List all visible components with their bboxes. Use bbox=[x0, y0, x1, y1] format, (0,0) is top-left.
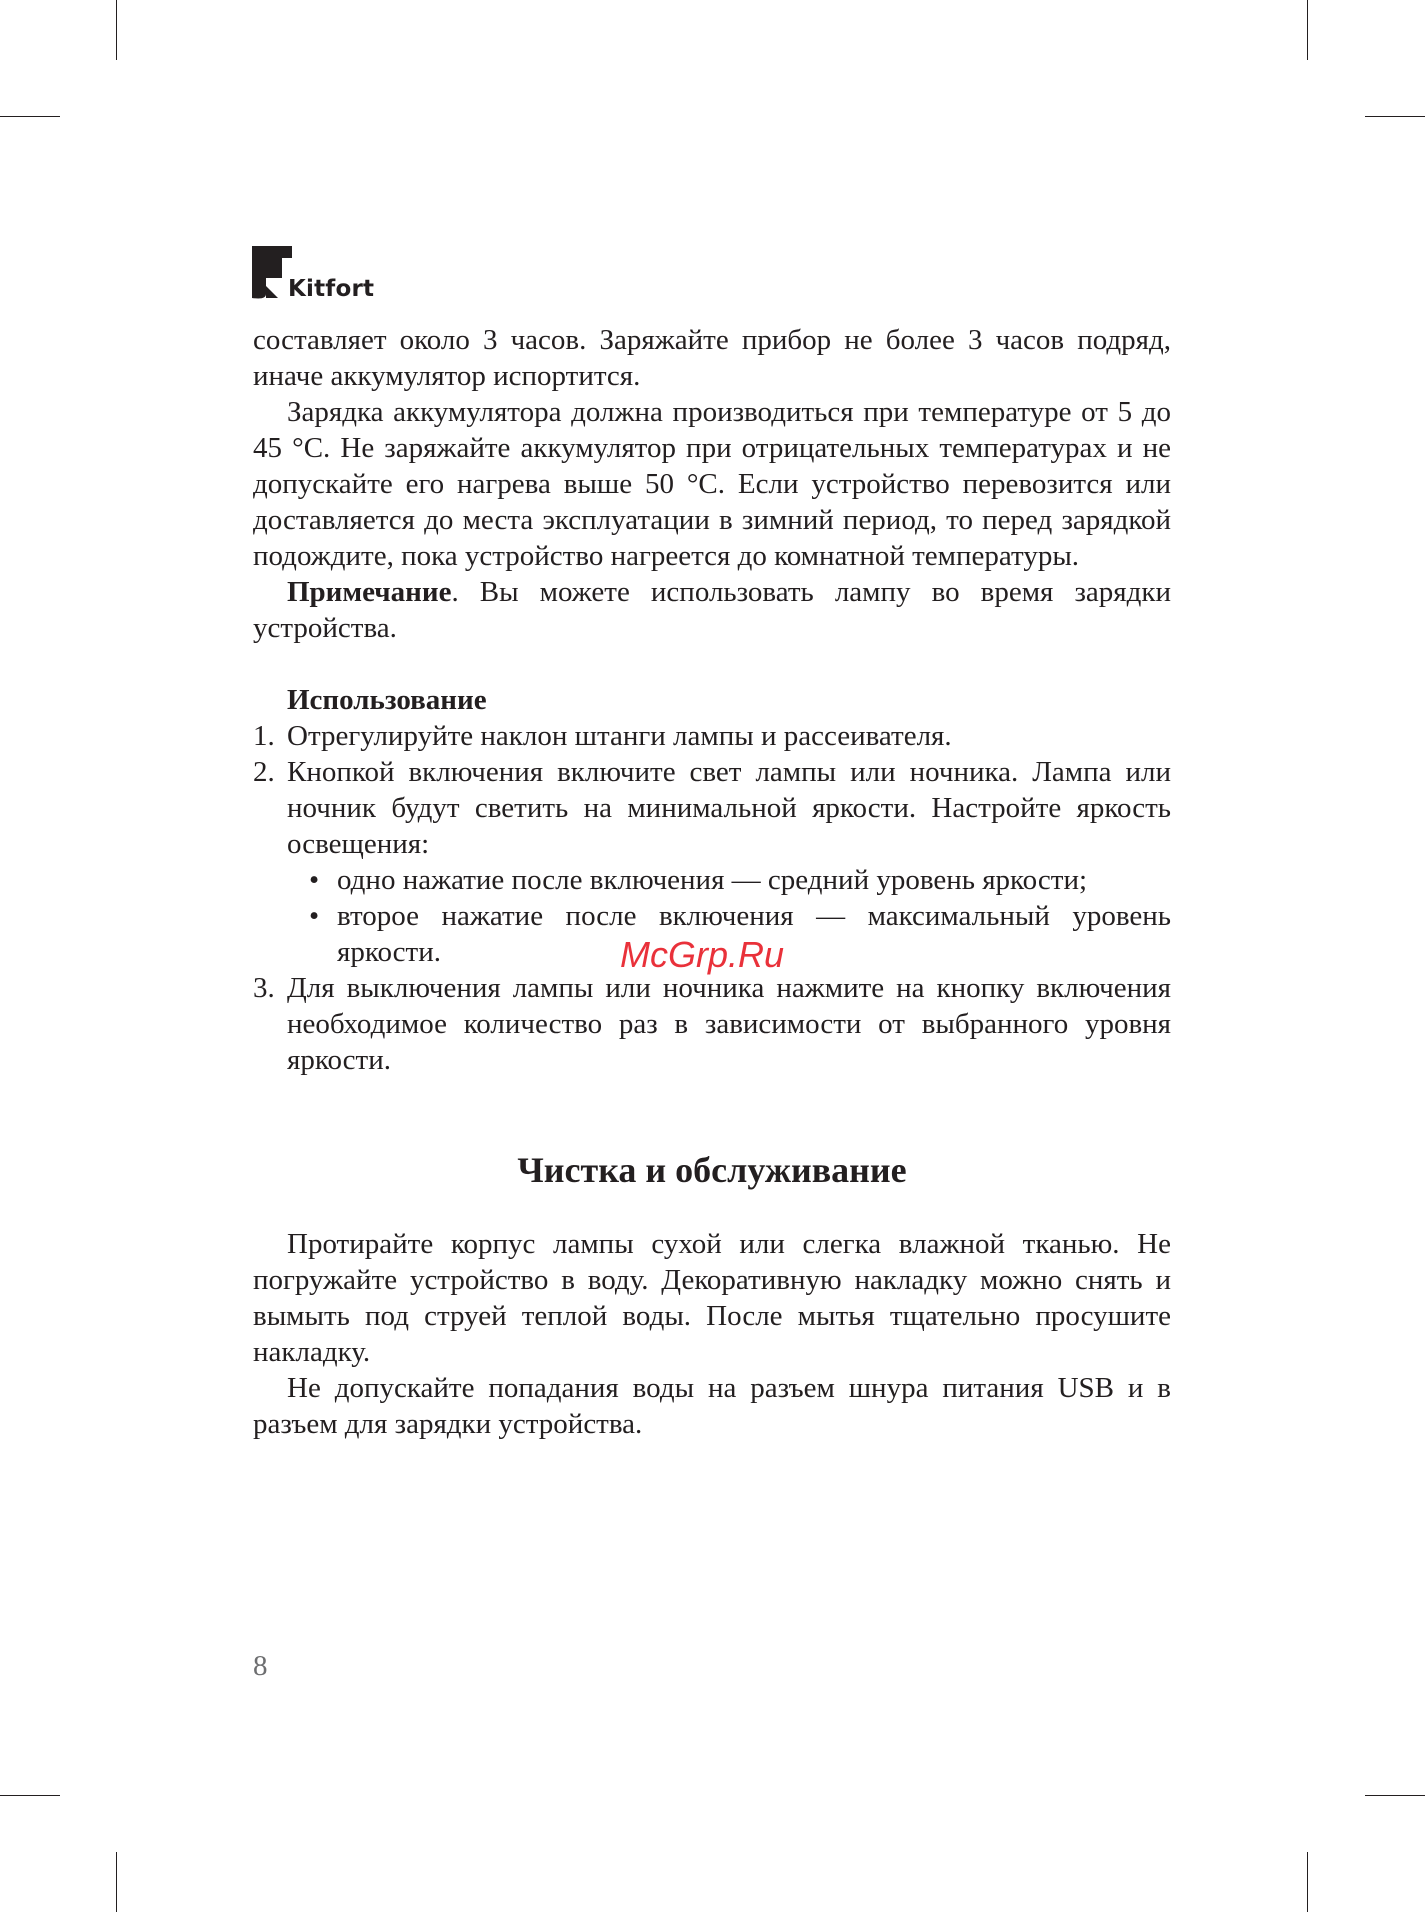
crop-mark-bottom-right-horizontal bbox=[1365, 1795, 1425, 1796]
usage-step-1 bbox=[253, 718, 1171, 754]
brand-logo bbox=[252, 246, 382, 306]
usage-steps-list bbox=[253, 718, 1171, 1078]
page-content bbox=[253, 322, 1171, 1442]
step-text: Отрегулируйте наклон штанги лампы и рассеивателя. bbox=[287, 720, 952, 752]
crop-mark-top-right-vertical bbox=[1307, 0, 1308, 60]
bullet-item bbox=[309, 862, 1171, 898]
paragraph-charge-temperature: Зарядка аккумулятора должна производиться при температуре от 5 до 45 °С. Не заряжайте аккумулятор при отрицательных температурах и не допускайте его нагрева выше 50 °С. Если устройство перевозится или доставляется до места эксплуатации в зимний период, то перед зарядкой подождите, пока устройство нагреется до комнатной температуры. bbox=[253, 396, 1171, 572]
usage-heading: Использование bbox=[287, 684, 487, 716]
crop-mark-top-left-vertical bbox=[116, 0, 117, 60]
note-label: Примечание bbox=[287, 576, 452, 608]
bullet-glyph: • bbox=[309, 864, 320, 896]
step-number: 2. bbox=[253, 756, 275, 788]
crop-mark-bottom-left-vertical bbox=[116, 1852, 117, 1912]
paragraph-cleaning-2: Не допускайте попадания воды на разъем шнура питания USB и в разъем для зарядки устройства. bbox=[253, 1372, 1171, 1440]
step-number: 3. bbox=[253, 972, 275, 1004]
crop-mark-top-left-horizontal bbox=[0, 116, 60, 117]
crop-mark-bottom-right-vertical bbox=[1307, 1852, 1308, 1912]
crop-mark-bottom-left-horizontal bbox=[0, 1795, 60, 1796]
note-text: . Вы можете использовать лампу во время зарядки устройства. bbox=[253, 576, 1171, 644]
step-number: 1. bbox=[253, 720, 275, 752]
paragraph-charge-duration: составляет около 3 часов. Заряжайте прибор не более 3 часов подряд, иначе аккумулятор испортится. bbox=[253, 324, 1171, 392]
watermark: McGrp.Ru bbox=[620, 934, 785, 975]
bullet-glyph: • bbox=[309, 900, 320, 932]
bullet-text: второе нажатие после включения — максимальный уровень яркости. bbox=[337, 900, 1171, 968]
usage-step-3 bbox=[253, 970, 1171, 1078]
paragraph-note bbox=[253, 574, 1171, 646]
crop-mark-top-right-horizontal bbox=[1365, 116, 1425, 117]
step-text: Кнопкой включения включите свет лампы или ночника. Лампа или ночник будут светить на минимальной яркости. Настройте яркость освещения: bbox=[287, 756, 1171, 860]
bullet-text: одно нажатие после включения — средний уровень яркости; bbox=[337, 864, 1088, 896]
brand-logo-text: Kitfort bbox=[288, 276, 375, 302]
paragraph-cleaning-1: Протирайте корпус лампы сухой или слегка влажной тканью. Не погружайте устройство в воду. Декоративную накладку можно снять и вымыть под струей теплой воды. После мытья тщательно просушите накладку. bbox=[253, 1228, 1171, 1368]
cleaning-section-title: Чистка и обслуживание bbox=[517, 1150, 907, 1190]
page-number: 8 bbox=[253, 1650, 268, 1682]
step-text: Для выключения лампы или ночника нажмите на кнопку включения необходимое количество раз в зависимости от выбранного уровня яркости. bbox=[287, 972, 1171, 1076]
